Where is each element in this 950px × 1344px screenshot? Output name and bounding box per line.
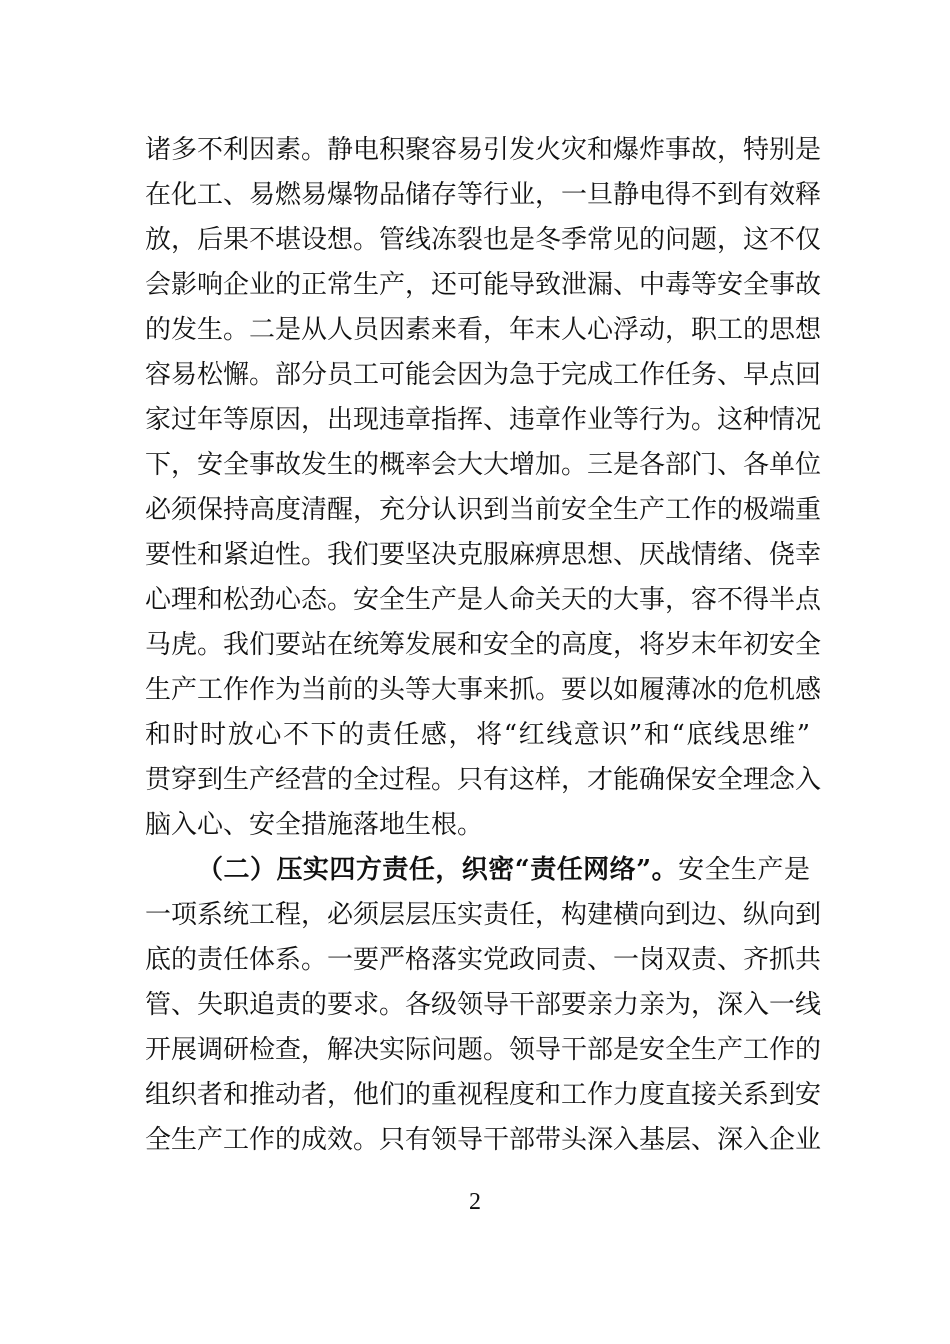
section-heading: （二）压实四方责任，织密“责任网络”。 (197, 855, 679, 885)
body-text-line: 脑入心、安全措施落地生根。 (145, 810, 484, 840)
body-text-line: 放，后果不堪设想。管线冻裂也是冬季常见的问题，这不仅 (145, 225, 822, 255)
body-text-line: 和时时放心不下的责任感，将“红线意识”和“底线思维” (145, 720, 810, 750)
body-text-line: 马虎。我们要站在统筹发展和安全的高度，将岁末年初安全 (145, 630, 822, 660)
section-heading-rest: 安全生产是 (678, 855, 810, 885)
body-text-line: 心理和松劲心态。安全生产是人命关天的大事，容不得半点 (145, 585, 822, 615)
body-text-line: 家过年等原因，出现违章指挥、违章作业等行为。这种情况 (145, 405, 822, 435)
body-text-line: 管、失职追责的要求。各级领导干部要亲力亲为，深入一线 (145, 990, 822, 1020)
body-text-line: 会影响企业的正常生产，还可能导致泄漏、中毒等安全事故 (145, 270, 822, 300)
section-heading-line (197, 850, 810, 890)
body-text-line: 诸多不利因素。静电积聚容易引发火灾和爆炸事故，特别是 (145, 135, 822, 165)
body-text-line: 生产工作作为当前的头等大事来抓。要以如履薄冰的危机感 (145, 675, 822, 705)
body-text-line: 的发生。二是从人员因素来看，年末人心浮动，职工的思想 (145, 315, 822, 345)
body-text-line: 组织者和推动者，他们的重视程度和工作力度直接关系到安 (145, 1080, 822, 1110)
body-text-line: 开展调研检查，解决实际问题。领导干部是安全生产工作的 (145, 1035, 822, 1065)
body-text-line: 下，安全事故发生的概率会大大增加。三是各部门、各单位 (145, 450, 822, 480)
body-text-line: 贯穿到生产经营的全过程。只有这样，才能确保安全理念入 (145, 765, 822, 795)
body-text-line: 全生产工作的成效。只有领导干部带头深入基层、深入企业 (145, 1125, 822, 1155)
body-text-line: 必须保持高度清醒，充分认识到当前安全生产工作的极端重 (145, 495, 822, 525)
body-text-line: 一项系统工程，必须层层压实责任，构建横向到边、纵向到 (145, 900, 822, 930)
body-text-line: 容易松懈。部分员工可能会因为急于完成工作任务、早点回 (145, 360, 822, 390)
body-text-line: 底的责任体系。一要严格落实党政同责、一岗双责、齐抓共 (145, 945, 822, 975)
page-number: 2 (469, 1189, 481, 1215)
body-text-line: 要性和紧迫性。我们要坚决克服麻痹思想、厌战情绪、侥幸 (145, 540, 822, 570)
body-text-line: 在化工、易燃易爆物品储存等行业，一旦静电得不到有效释 (145, 180, 822, 210)
